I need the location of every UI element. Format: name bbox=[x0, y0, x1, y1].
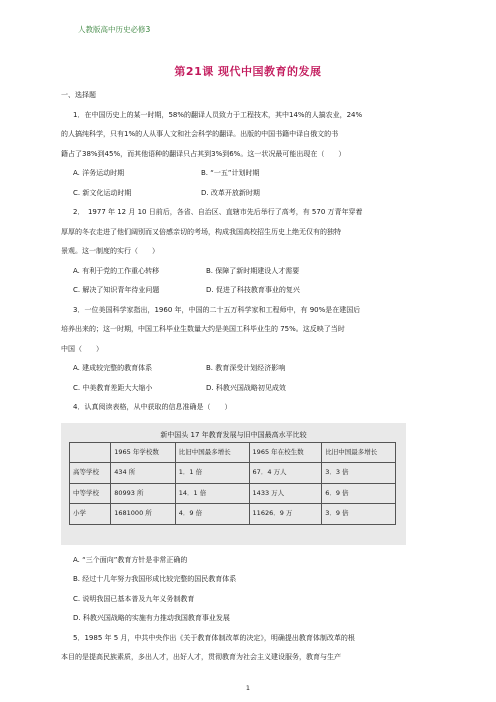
q2-option-d: D. 促进了科技教育事业的复兴 bbox=[206, 286, 300, 294]
education-table-image bbox=[61, 423, 406, 545]
q1-option-c: C. 新文化运动时期 bbox=[73, 188, 132, 197]
table-row bbox=[70, 483, 396, 504]
q3-line: 中国（ ） bbox=[61, 344, 103, 353]
table-cell: 中等学校 bbox=[70, 483, 111, 504]
table-cell: 14．1 倍 bbox=[175, 483, 249, 504]
table-header-cell: 1965 年在校生数 bbox=[249, 442, 322, 463]
table-header-cell: 比旧中国最多增长 bbox=[322, 442, 396, 463]
q2-line: 2． 1977 年 12 月 10 日前后，各省、自治区、直辖市先后举行了高考，有 570 万青年穿着 bbox=[73, 208, 363, 216]
q5-line: 5．1985 年 5 月，中共中央作出《关于教育体制改革的决定》，明确提出教育体制改革的根 bbox=[73, 633, 355, 642]
q3-option-c: C. 中美教育差距大大缩小 bbox=[73, 383, 153, 392]
education-table bbox=[69, 442, 396, 525]
q3-options-row bbox=[61, 379, 439, 399]
q1-option-d: D. 改革开放新时期 bbox=[201, 188, 260, 197]
table-cell: 6．9 倍 bbox=[322, 483, 396, 504]
table-row bbox=[70, 504, 396, 525]
table-cell: 3．3 倍 bbox=[322, 463, 396, 484]
q2-line: 景观。这一制度的实行（ ） bbox=[61, 247, 159, 255]
table-cell: 1433 万人 bbox=[249, 483, 322, 504]
table-header-cell: 比旧中国最多增长 bbox=[175, 442, 249, 463]
q3-option-a: A. 建成较完整的教育体系 bbox=[73, 364, 153, 372]
table-header-cell: 1965 年学校数 bbox=[111, 442, 176, 463]
q4-option-a: A. “三个面向”教育方针是非常正确的 bbox=[73, 555, 188, 564]
table-caption: 新中国头 17 年教育发展与旧中国最高水平比较 bbox=[160, 430, 307, 439]
table-cell: 80993 所 bbox=[111, 483, 176, 504]
q2-option-b: B. 保障了新时期建设人才需要 bbox=[206, 266, 300, 275]
question-content bbox=[61, 86, 439, 668]
q5-line: 本目的是提高民族素质，多出人才，出好人才，贯彻教育为社会主义建设服务，教育与生产 bbox=[61, 653, 341, 661]
table-header-cell bbox=[70, 442, 111, 463]
q1-line: 1．在中国历史上的某一时期，58%的翻译人员致力于工程技术，其中14%的人搞农业，24% bbox=[73, 110, 363, 119]
section-heading: 一、选择题 bbox=[61, 91, 96, 99]
q3-option-d: D. 科教兴国战略初见成效 bbox=[206, 383, 286, 392]
q1-option-a: A. 洋务运动时期 bbox=[73, 169, 125, 177]
table-cell: 434 所 bbox=[111, 463, 176, 484]
table-cell: 4．9 倍 bbox=[175, 504, 249, 525]
q1-options-row bbox=[61, 164, 439, 184]
q3-line: 3．一位美国科学家指出，1960 年，中国的二十五万科学家和工程师中，有 90%是在建国后 bbox=[73, 305, 361, 314]
table-cell: 小学 bbox=[70, 504, 111, 525]
document-header: 人教版高中历史必修3 bbox=[78, 25, 151, 34]
table-header-row bbox=[70, 442, 396, 463]
q4-line: 4．认真阅读表格，从中获取的信息准确是（ ） bbox=[73, 403, 232, 411]
q2-option-c: C. 解决了知识青年待业问题 bbox=[73, 286, 160, 294]
q1-option-b: B. “一五”计划时期 bbox=[201, 169, 260, 177]
q3-line: 培养出来的；这一时期，中国工科毕业生数量大约是美国工科毕业生的 75%。这反映了当时 bbox=[61, 325, 345, 333]
q4-option-d: D. 科教兴国战略的实施有力推动我国教育事业发展 bbox=[73, 614, 230, 622]
table-cell: 11626．9 万 bbox=[249, 504, 322, 525]
q2-line: 厚厚的冬衣走进了他们阔别而又倍感亲切的考场，构成我国高校招生历史上绝无仅有的独特 bbox=[61, 227, 341, 236]
q1-line: 籍占了38%到45%，而其他语种的翻译只占其到3%到6%。这一状况最可能出现在（ ） bbox=[61, 149, 346, 158]
q2-option-a: A. 有利于党的工作重心转移 bbox=[73, 266, 160, 275]
table-cell: 1681000 所 bbox=[111, 504, 176, 525]
table-row bbox=[70, 463, 396, 484]
q2-options-row bbox=[61, 281, 439, 301]
lesson-title: 第21课 现代中国教育的发展 bbox=[174, 65, 322, 78]
q4-option-b: B. 经过十几年努力我国形成比较完整的国民教育体系 bbox=[73, 575, 237, 583]
q3-option-b: B. 教育深受计划经济影响 bbox=[206, 364, 286, 372]
table-cell: 67．4 万人 bbox=[249, 463, 322, 484]
q4-option-c: C. 说明我国已基本普及九年义务制教育 bbox=[73, 594, 195, 603]
table-cell: 高等学校 bbox=[70, 463, 111, 484]
q2-options-row bbox=[61, 262, 439, 282]
table-cell: 3．9 倍 bbox=[322, 504, 396, 525]
q3-options-row bbox=[61, 359, 439, 379]
q1-options-row bbox=[61, 184, 439, 204]
page-number: 1 bbox=[245, 684, 251, 692]
table-cell: 1．1 倍 bbox=[175, 463, 249, 484]
q1-line: 的人搞纯科学，只有1%的人从事人文和社会科学的翻译。出版的中国书籍中译自俄文的书 bbox=[61, 130, 339, 138]
